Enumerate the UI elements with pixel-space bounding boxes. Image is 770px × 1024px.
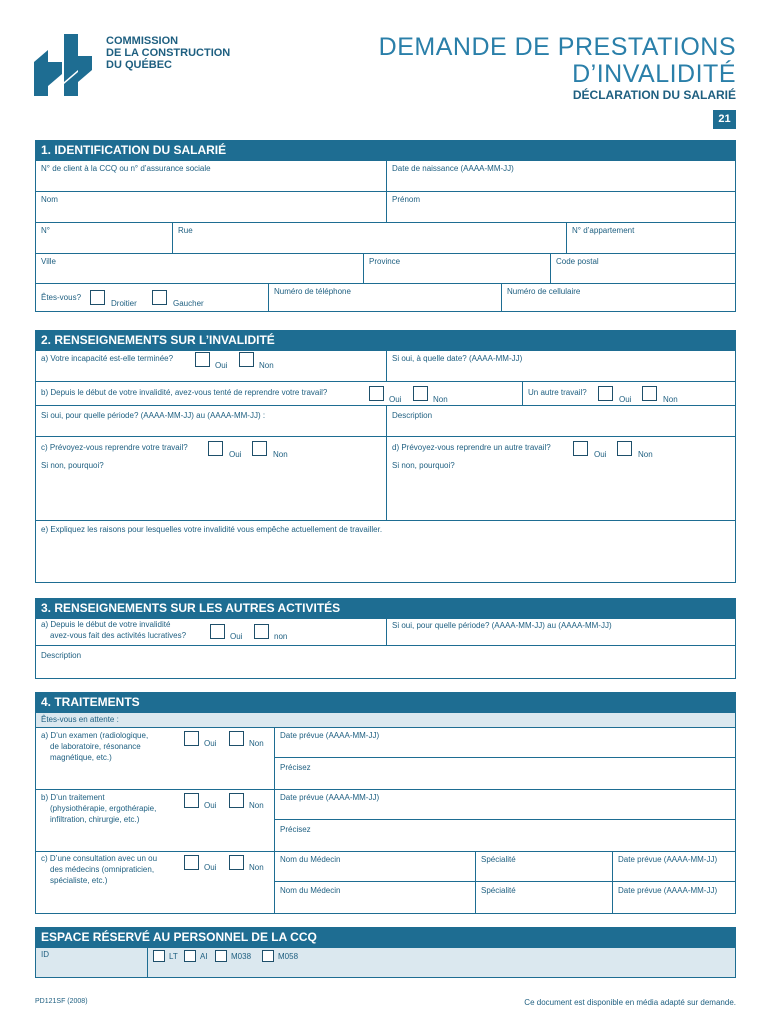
q4a-no-label: Non	[249, 739, 264, 748]
q2b-yes-label: Oui	[389, 395, 402, 404]
section-1-header: 1. IDENTIFICATION DU SALARIÉ	[35, 140, 736, 160]
divider	[522, 381, 523, 405]
divider	[268, 283, 269, 312]
divider	[550, 253, 551, 283]
m038-checkbox[interactable]	[215, 950, 227, 962]
q2d-no-label: Non	[638, 450, 653, 459]
q4c-no-label: Non	[249, 863, 264, 872]
cell-phone-field[interactable]: Numéro de cellulaire	[507, 287, 581, 296]
question-4a-line-3: magnétique, etc.)	[50, 752, 112, 762]
first-name-field[interactable]: Prénom	[392, 195, 421, 204]
city-field[interactable]: Ville	[41, 257, 56, 266]
waiting-label: Êtes-vous en attente :	[41, 715, 119, 724]
question-4c	[41, 854, 157, 886]
divider	[386, 405, 387, 520]
other-work-no-label: Non	[663, 395, 678, 404]
doctor-name-field-2[interactable]: Nom du Médecin	[280, 886, 341, 895]
divider	[172, 222, 173, 253]
ccq-logo-icon	[34, 34, 96, 96]
q4b-no-label: Non	[249, 801, 264, 810]
birth-date-field[interactable]: Date de naissance (AAAA-MM-JJ)	[392, 164, 514, 173]
staff-id-field[interactable]: ID	[41, 950, 49, 959]
q2d-no-checkbox[interactable]	[617, 441, 632, 456]
divider	[35, 283, 736, 284]
q4a-date-field[interactable]: Date prévue (AAAA-MM-JJ)	[280, 731, 380, 740]
q4b-details-field[interactable]: Précisez	[280, 825, 311, 834]
doctor-name-field-1[interactable]: Nom du Médecin	[280, 855, 341, 864]
q4a-yes-checkbox[interactable]	[184, 731, 199, 746]
client-number-field[interactable]: N° de client à la CCQ ou n° d’assurance sociale	[41, 164, 211, 173]
last-name-field[interactable]: Nom	[41, 195, 58, 204]
divider	[274, 881, 736, 882]
form-title-line-1: DEMANDE DE PRESTATIONS	[378, 33, 736, 61]
question-4b-line-1: b) D’un traitement	[41, 793, 105, 802]
m058-label: M058	[278, 952, 299, 961]
divider	[274, 757, 736, 758]
m058-checkbox[interactable]	[262, 950, 274, 962]
waiting-bar	[36, 713, 735, 727]
question-4c-line-3: spécialiste, etc.)	[50, 875, 108, 885]
q2a-date-field[interactable]: Si oui, à quelle date? (AAAA-MM-JJ)	[392, 354, 523, 363]
q2c-no-checkbox[interactable]	[252, 441, 267, 456]
divider	[386, 160, 387, 222]
q4c-yes-checkbox[interactable]	[184, 855, 199, 870]
street-field[interactable]: Rue	[178, 226, 193, 235]
question-2b: b) Depuis le début de votre invalidité, avez-vous tenté de reprendre votre travail?	[41, 388, 328, 397]
question-2c: c) Prévoyez-vous reprendre votre travail?	[41, 443, 188, 452]
q4b-yes-label: Oui	[204, 801, 217, 810]
form-code: PD121SF (2008)	[35, 998, 88, 1005]
q2a-no-checkbox[interactable]	[239, 352, 254, 367]
left-handed-label: Gaucher	[173, 299, 204, 308]
ai-checkbox[interactable]	[184, 950, 196, 962]
question-4a-line-1: a) D’un examen (radiologique,	[41, 731, 149, 740]
handedness-label: Êtes-vous?	[41, 293, 82, 302]
divider	[475, 851, 476, 914]
q2a-no-label: Non	[259, 361, 274, 370]
ai-label: AI	[200, 952, 208, 961]
q4a-yes-label: Oui	[204, 739, 217, 748]
specialty-field-2[interactable]: Spécialité	[481, 886, 516, 895]
question-4b-line-3: infiltration, chirurgie, etc.)	[50, 814, 140, 824]
question-2a: a) Votre incapacité est-elle terminée?	[41, 354, 174, 363]
q2b-yes-checkbox[interactable]	[369, 386, 384, 401]
question-2d: d) Prévoyez-vous reprendre un autre travail?	[392, 443, 551, 452]
apartment-field[interactable]: N° d’appartement	[572, 226, 635, 235]
activity-period-field[interactable]: Si oui, pour quelle période? (AAAA-MM-JJ) au (AAAA-MM-JJ)	[392, 621, 612, 630]
q4a-details-field[interactable]: Précisez	[280, 763, 311, 772]
question-3a-line-1: a) Depuis le début de votre invalidité	[41, 620, 171, 629]
right-handed-label: Droitier	[111, 299, 137, 308]
postal-code-field[interactable]: Code postal	[556, 257, 599, 266]
section-4-header: 4. TRAITEMENTS	[35, 692, 736, 712]
organization-name	[106, 35, 230, 71]
question-4a	[41, 731, 148, 763]
q4c-no-checkbox[interactable]	[229, 855, 244, 870]
section-3-header: 3. RENSEIGNEMENTS SUR LES AUTRES ACTIVITÉS	[35, 598, 736, 618]
question-4b	[41, 793, 156, 825]
q2c-yes-label: Oui	[229, 450, 242, 459]
divider	[274, 727, 275, 914]
question-3a	[41, 620, 186, 642]
civic-number-field[interactable]: N°	[41, 226, 50, 235]
q4b-no-checkbox[interactable]	[229, 793, 244, 808]
form-title-line-2: D’INVALIDITÉ	[572, 60, 736, 88]
q2d-why-field[interactable]: Si non, pourquoi?	[392, 461, 455, 470]
q2d-yes-checkbox[interactable]	[573, 441, 588, 456]
org-line-2: DE LA CONSTRUCTION	[106, 47, 231, 59]
divider	[35, 381, 736, 382]
q2b-no-checkbox[interactable]	[413, 386, 428, 401]
q2a-yes-label: Oui	[215, 361, 228, 370]
q3a-no-checkbox[interactable]	[254, 624, 269, 639]
divider	[274, 819, 736, 820]
other-work-question: Un autre travail?	[528, 388, 587, 397]
divider	[35, 645, 736, 646]
work-period-field[interactable]: Si oui, pour quelle période? (AAAA-MM-JJ) au (AAAA-MM-JJ) :	[41, 411, 266, 420]
divider	[147, 947, 148, 978]
phone-field[interactable]: Numéro de téléphone	[274, 287, 351, 296]
divider	[386, 618, 387, 645]
activity-description-field[interactable]: Description	[41, 651, 82, 660]
staff-section-box	[35, 947, 736, 978]
divider	[35, 851, 736, 852]
lt-checkbox[interactable]	[153, 950, 165, 962]
left-handed-checkbox[interactable]	[152, 290, 167, 305]
doctor-date-field-1[interactable]: Date prévue (AAAA-MM-JJ)	[618, 855, 718, 864]
q2d-yes-label: Oui	[594, 450, 607, 459]
section-2-header: 2. RENSEIGNEMENTS SUR L’INVALIDITÉ	[35, 330, 736, 350]
q2a-yes-checkbox[interactable]	[195, 352, 210, 367]
question-4a-line-2: de laboratoire, résonance	[50, 741, 141, 751]
form-number-badge: 21	[713, 110, 736, 129]
lt-label: LT	[169, 952, 178, 961]
q3a-yes-label: Oui	[230, 632, 243, 641]
q4b-date-field[interactable]: Date prévue (AAAA-MM-JJ)	[280, 793, 380, 802]
divider	[612, 851, 613, 914]
question-4b-line-2: (physiothérapie, ergothérapie,	[50, 803, 157, 813]
divider	[566, 222, 567, 253]
question-3a-line-2: avez-vous fait des activités lucratives?	[50, 630, 187, 640]
staff-section-header: ESPACE RÉSERVÉ AU PERSONNEL DE LA CCQ	[35, 927, 736, 947]
divider	[35, 789, 736, 790]
province-field[interactable]: Province	[369, 257, 401, 266]
form-subtitle: DÉCLARATION DU SALARIÉ	[572, 88, 736, 102]
q3a-yes-checkbox[interactable]	[210, 624, 225, 639]
q4a-no-checkbox[interactable]	[229, 731, 244, 746]
question-4c-line-2: des médecins (omnipraticien,	[50, 864, 155, 874]
work-description-field[interactable]: Description	[392, 411, 433, 420]
other-work-no-checkbox[interactable]	[642, 386, 657, 401]
q2b-no-label: Non	[433, 395, 448, 404]
q4c-yes-label: Oui	[204, 863, 217, 872]
divider	[35, 727, 736, 728]
divider	[35, 222, 736, 223]
other-work-yes-checkbox[interactable]	[598, 386, 613, 401]
divider	[35, 520, 736, 521]
divider	[501, 283, 502, 312]
divider	[363, 253, 364, 283]
org-line-3: DU QUÉBEC	[106, 59, 173, 71]
question-2e-field[interactable]: e) Expliquez les raisons pour lesquelles votre invalidité vous empêche actuellement de travailler.	[41, 525, 383, 534]
q3a-no-label: non	[274, 632, 288, 641]
specialty-field-1[interactable]: Spécialité	[481, 855, 516, 864]
q2c-why-field[interactable]: Si non, pourquoi?	[41, 461, 104, 470]
q2c-yes-checkbox[interactable]	[208, 441, 223, 456]
q4b-yes-checkbox[interactable]	[184, 793, 199, 808]
divider	[386, 350, 387, 381]
org-line-1: COMMISSION	[106, 35, 179, 47]
right-handed-checkbox[interactable]	[90, 290, 105, 305]
doctor-date-field-2[interactable]: Date prévue (AAAA-MM-JJ)	[618, 886, 718, 895]
divider	[35, 253, 736, 254]
m038-label: M038	[231, 952, 252, 961]
other-work-yes-label: Oui	[619, 395, 632, 404]
question-4c-line-1: c) D’une consultation avec un ou	[41, 854, 158, 863]
accessibility-note: Ce document est disponible en média adapté sur demande.	[524, 998, 736, 1007]
q2c-no-label: Non	[273, 450, 288, 459]
